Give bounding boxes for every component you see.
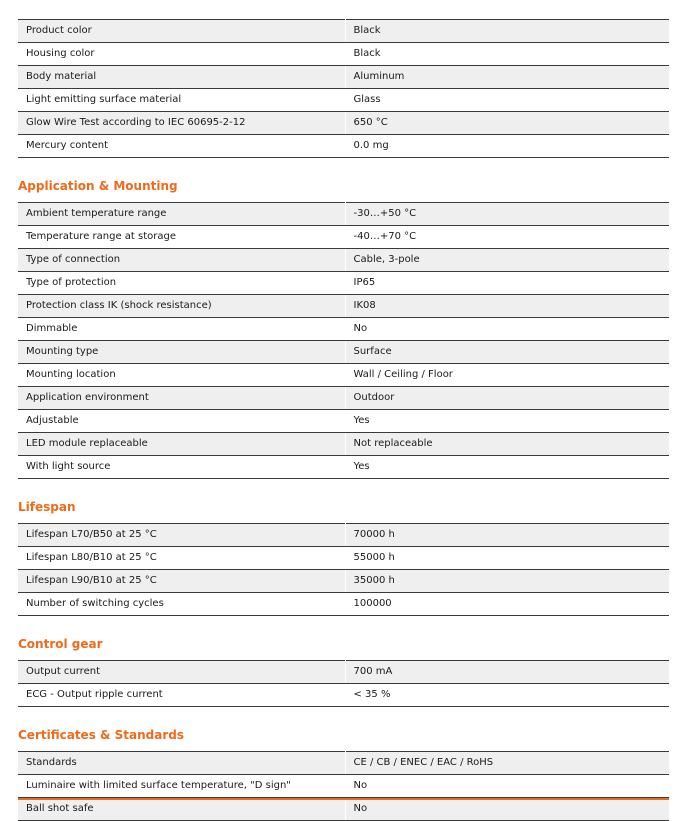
spec-table-general <box>18 19 669 158</box>
table-row <box>18 249 669 272</box>
spec-value: CE / CB / ENEC / EAC / RoHS <box>345 752 669 775</box>
table-row <box>18 89 669 112</box>
spec-key: Output current <box>18 661 345 684</box>
spec-value: Surface <box>345 341 669 364</box>
table-row <box>18 433 669 456</box>
spec-value: Yes <box>345 456 669 479</box>
table-row <box>18 341 669 364</box>
spec-value: Wall / Ceiling / Floor <box>345 364 669 387</box>
section-title-application-mounting: Application & Mounting <box>18 179 178 193</box>
section-title-certificates-standards: Certificates & Standards <box>18 728 185 742</box>
spec-value: Yes <box>345 410 669 433</box>
table-row <box>18 387 669 410</box>
spec-value: 70000 h <box>345 524 669 547</box>
spec-value: 35000 h <box>345 570 669 593</box>
spec-value: Not replaceable <box>345 433 669 456</box>
spec-value: -40…+70 °C <box>345 226 669 249</box>
spec-value: Cable, 3-pole <box>345 249 669 272</box>
table-row <box>18 364 669 387</box>
spec-value: 100000 <box>345 593 669 616</box>
spec-value: Glass <box>345 89 669 112</box>
spec-value: 0.0 mg <box>345 135 669 158</box>
spec-key: ECG - Output ripple current <box>18 684 345 707</box>
spec-key: Ambient temperature range <box>18 203 345 226</box>
spec-key: Product color <box>18 20 345 43</box>
table-row <box>18 775 669 798</box>
spec-key: Temperature range at storage <box>18 226 345 249</box>
spec-value: Black <box>345 20 669 43</box>
table-row <box>18 272 669 295</box>
table-row <box>18 20 669 43</box>
spec-value: No <box>345 775 669 798</box>
section-title-control-gear: Control gear <box>18 637 103 651</box>
table-row <box>18 684 669 707</box>
section-title-lifespan: Lifespan <box>18 500 76 514</box>
spec-key: Light emitting surface material <box>18 89 345 112</box>
spec-key: Lifespan L80/B10 at 25 °C <box>18 547 345 570</box>
spec-key: Mounting type <box>18 341 345 364</box>
spec-key: Lifespan L70/B50 at 25 °C <box>18 524 345 547</box>
spec-value: 650 °C <box>345 112 669 135</box>
spec-value: Aluminum <box>345 66 669 89</box>
spec-value: Black <box>345 43 669 66</box>
table-row <box>18 318 669 341</box>
spec-value: IP65 <box>345 272 669 295</box>
table-row <box>18 410 669 433</box>
spec-key: Ball shot safe <box>18 798 345 821</box>
spec-table-certificates-standards <box>18 751 669 821</box>
table-row <box>18 752 669 775</box>
table-row <box>18 456 669 479</box>
table-row <box>18 798 669 821</box>
spec-key: Number of switching cycles <box>18 593 345 616</box>
spec-key: LED module replaceable <box>18 433 345 456</box>
spec-table-lifespan <box>18 523 669 616</box>
spec-key: Standards <box>18 752 345 775</box>
table-row <box>18 661 669 684</box>
spec-value: No <box>345 318 669 341</box>
table-row <box>18 570 669 593</box>
spec-value: -30…+50 °C <box>345 203 669 226</box>
table-row <box>18 135 669 158</box>
spec-value: 55000 h <box>345 547 669 570</box>
spec-key: Mounting location <box>18 364 345 387</box>
spec-value: No <box>345 798 669 821</box>
table-row <box>18 547 669 570</box>
spec-key: Glow Wire Test according to IEC 60695-2-12 <box>18 112 345 135</box>
spec-table-control-gear <box>18 660 669 707</box>
spec-key: Type of connection <box>18 249 345 272</box>
spec-sheet <box>18 19 669 821</box>
spec-value: < 35 % <box>345 684 669 707</box>
spec-key: With light source <box>18 456 345 479</box>
spec-value: IK08 <box>345 295 669 318</box>
spec-value: Outdoor <box>345 387 669 410</box>
table-row <box>18 203 669 226</box>
table-row <box>18 593 669 616</box>
spec-key: Adjustable <box>18 410 345 433</box>
spec-value: 700 mA <box>345 661 669 684</box>
table-row <box>18 66 669 89</box>
spec-key: Body material <box>18 66 345 89</box>
table-row <box>18 43 669 66</box>
table-row <box>18 112 669 135</box>
spec-key: Housing color <box>18 43 345 66</box>
table-row <box>18 295 669 318</box>
spec-key: Lifespan L90/B10 at 25 °C <box>18 570 345 593</box>
spec-key: Dimmable <box>18 318 345 341</box>
spec-table-application-mounting <box>18 202 669 479</box>
spec-key: Luminaire with limited surface temperature, "D sign" <box>18 775 345 798</box>
spec-key: Type of protection <box>18 272 345 295</box>
spec-key: Application environment <box>18 387 345 410</box>
table-row <box>18 226 669 249</box>
table-row <box>18 524 669 547</box>
spec-key: Mercury content <box>18 135 345 158</box>
footer-divider <box>18 798 669 800</box>
spec-key: Protection class IK (shock resistance) <box>18 295 345 318</box>
